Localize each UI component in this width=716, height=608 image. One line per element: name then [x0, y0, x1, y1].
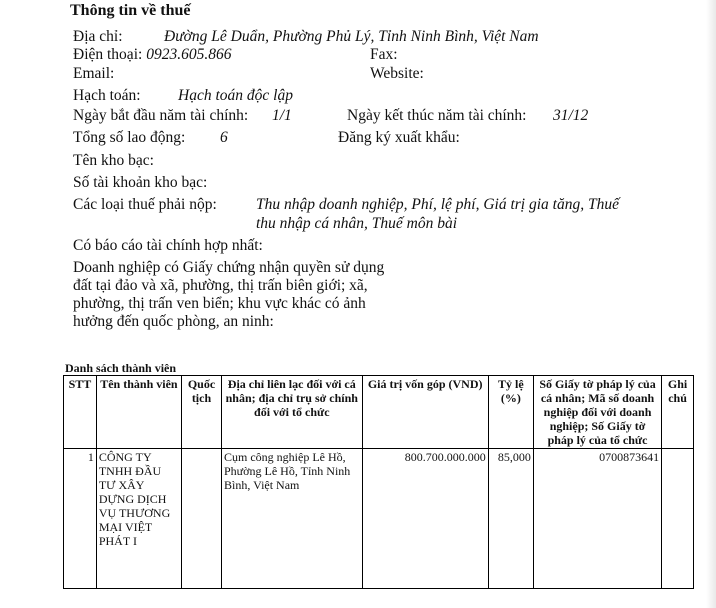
tax-types-line1: Thu nhập doanh nghiệp, Phí, lệ phí, Giá trị gia tăng, Thuế — [256, 196, 619, 213]
cell-name: CÔNG TY TNHH ĐẦU TƯ XÂY DỰNG DỊCH VỤ THƯƠNG MẠI VIỆT PHÁT I — [96, 449, 181, 589]
members-title: Danh sách thành viên — [65, 361, 177, 375]
cell-ratio: 85,000 — [488, 449, 533, 589]
export-reg-row — [338, 129, 460, 147]
phone-label: Điện thoại: — [73, 46, 143, 63]
cell-note — [662, 449, 694, 589]
employees-value: 6 — [220, 129, 228, 146]
tax-types-line2: thu nhập cá nhân, Thuế môn bài — [256, 215, 458, 232]
header-legal-id: Số Giấy tờ pháp lý của cá nhân; Mã số doanh nghiệp đối với doanh nghiệp; Số Giấy tờ pháp lý của tổ chức — [533, 376, 661, 449]
treasury-label: Tên kho bạc: — [73, 152, 154, 169]
website-row — [370, 65, 424, 83]
fax-row — [370, 46, 398, 64]
table-row — [64, 449, 694, 589]
fiscal-end-label: Ngày kết thúc năm tài chính: — [347, 107, 527, 124]
cell-capital: 800.700.000.000 — [362, 449, 488, 589]
tax-types-label: Các loại thuế phải nộp: — [73, 196, 217, 213]
cell-stt: 1 — [64, 449, 97, 589]
treasury-row — [73, 152, 154, 170]
phone-value: 0923.605.866 — [146, 46, 232, 63]
fiscal-start-row — [73, 107, 292, 125]
email-row — [73, 65, 114, 83]
email-label: Email: — [73, 65, 115, 82]
header-nationality: Quốc tịch — [181, 376, 221, 449]
accounting-row — [73, 87, 293, 105]
members-table — [63, 375, 694, 589]
header-ratio: Tỷ lệ (%) — [488, 376, 533, 449]
employees-label: Tổng số lao động: — [73, 129, 186, 146]
land-certificate-text: Doanh nghiệp có Giấy chứng nhận quyền sử dụng đất tại đảo và xã, phường, thị trấn biên giới; xã, phường, thị trấn ven biển; khu vực khác có ảnh hưởng đến quốc phòng, an ninh: — [73, 259, 385, 330]
cell-address: Cụm công nghiệp Lê Hồ, Phường Lê Hồ, Tỉnh Ninh Bình, Việt Nam — [222, 449, 363, 589]
members-header-row — [64, 376, 694, 449]
section-title: Thông tin về thuế — [70, 2, 191, 19]
header-stt: STT — [64, 376, 97, 449]
cell-nationality — [181, 449, 221, 589]
fiscal-end-row — [347, 107, 589, 125]
header-note: Ghi chú — [662, 376, 694, 449]
accounting-value: Hạch toán độc lập — [178, 87, 293, 104]
page-edge-shadow — [706, 0, 716, 608]
consolidated-label: Có báo cáo tài chính hợp nhất: — [73, 237, 263, 254]
address-value: Đường Lê Duẩn, Phường Phủ Lý, Tỉnh Ninh Bình, Việt Nam — [164, 28, 539, 45]
address-label: Địa chỉ: — [73, 28, 123, 45]
fax-label: Fax: — [370, 46, 398, 63]
fiscal-end-value: 31/12 — [553, 107, 589, 124]
phone-row — [73, 46, 231, 64]
cell-legal-id: 0700873641 — [533, 449, 661, 589]
fiscal-start-value: 1/1 — [272, 107, 292, 124]
accounting-label: Hạch toán: — [73, 87, 141, 104]
consolidated-row — [73, 237, 263, 255]
fiscal-start-label: Ngày bắt đầu năm tài chính: — [73, 107, 249, 124]
address-row — [73, 28, 539, 46]
export-reg-label: Đăng ký xuất khẩu: — [338, 129, 460, 146]
treasury-account-label: Số tài khoản kho bạc: — [73, 174, 208, 191]
header-address: Địa chỉ liên lạc đối với cá nhân; địa chỉ trụ sở chính đối với tổ chức — [222, 376, 363, 449]
website-label: Website: — [370, 65, 424, 82]
header-name: Tên thành viên — [96, 376, 181, 449]
header-capital: Giá trị vốn góp (VND) — [362, 376, 488, 449]
treasury-account-row — [73, 174, 207, 192]
employees-row — [73, 129, 228, 147]
